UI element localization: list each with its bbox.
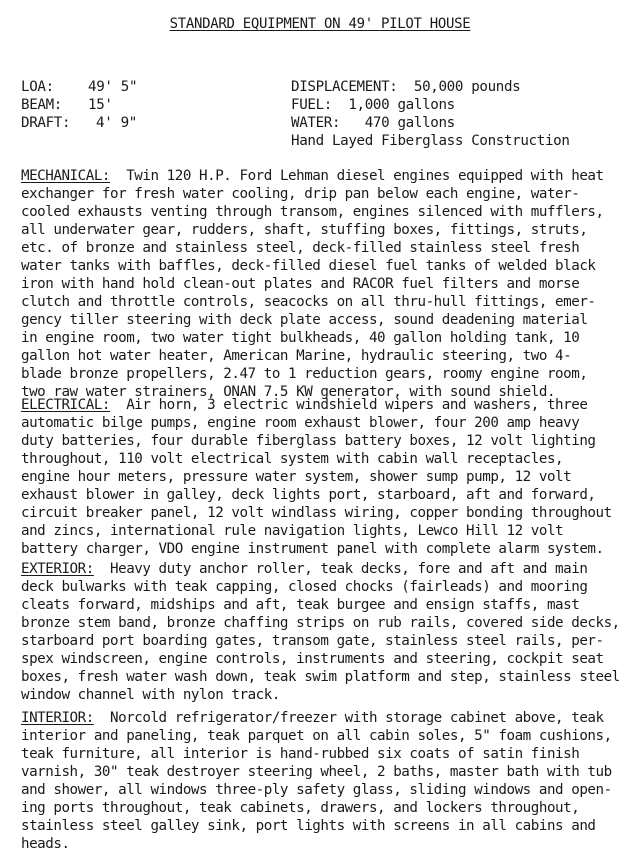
spec-value-beam: 15' — [88, 97, 113, 113]
section-line: cleats forward, midships and aft, teak burgee and ensign staffs, mast — [21, 597, 580, 613]
section-heading: ELECTRICAL: — [21, 397, 111, 413]
section-line: circuit breaker panel, 12 volt windlass wiring, copper bonding throughout — [21, 505, 612, 521]
section-line: throughout, 110 volt electrical system with cabin wall receptacles, — [21, 451, 564, 467]
section-line: iron with hand hold clean-out plates and RACOR fuel filters and morse — [21, 276, 580, 292]
section-line: and shower, all windows three-ply safety glass, sliding windows and open- — [21, 782, 612, 798]
section-line: window channel with nylon track. — [21, 687, 280, 703]
section-line: starboard port boarding gates, transom gate, stainless steel rails, per- — [21, 633, 604, 649]
section-heading: MECHANICAL: — [21, 168, 111, 184]
section-first-line — [21, 560, 587, 578]
spec-construction: Hand Layed Fiberglass Construction — [291, 133, 570, 149]
section-line: interior and paneling, teak parquet on all cabin soles, 5" foam cushions, — [21, 728, 612, 744]
section-line: automatic bilge pumps, engine room exhaust blower, four 200 amp heavy — [21, 415, 580, 431]
section-line: water tanks with baffles, deck-filled diesel fuel tanks of welded black — [21, 258, 596, 274]
section-line: teak furniture, all interior is hand-rubbed six coats of satin finish — [21, 746, 580, 762]
spec-label-loa: LOA: — [21, 79, 54, 95]
section-line: etc. of bronze and stainless steel, deck-filled stainless steel fresh — [21, 240, 580, 256]
section-line: all underwater gear, rudders, shaft, stuffing boxes, fittings, struts, — [21, 222, 588, 238]
section-line: battery charger, VDO engine instrument panel with complete alarm system. — [21, 541, 604, 557]
section-line: two raw water strainers, ONAN 7.5 KW generator, with sound shield. — [21, 384, 556, 400]
section-first-line — [21, 396, 587, 414]
section-line: and zincs, international rule navigation lights, Lewco Hill 12 volt — [21, 523, 564, 539]
section-heading: INTERIOR: — [21, 710, 94, 726]
section-first-text: Heavy duty anchor roller, teak decks, fore and aft and main — [93, 561, 588, 577]
spec-label-beam: BEAM: — [21, 97, 62, 113]
section-line: clutch and throttle controls, seacocks on all thru-hull fittings, emer- — [21, 294, 596, 310]
spec-fuel: FUEL: 1,000 gallons — [291, 97, 455, 113]
section-line: heads. — [21, 836, 70, 852]
section-line: duty batteries, four durable fiberglass battery boxes, 12 volt lighting — [21, 433, 596, 449]
spec-value-loa: 49' 5" — [88, 79, 138, 95]
section-line: stainless steel galley sink, port lights with screens in all cabins and — [21, 818, 596, 834]
section-line: in engine room, two water tight bulkheads, 40 gallon holding tank, 10 — [21, 330, 580, 346]
section-heading: EXTERIOR: — [21, 561, 94, 577]
section-line: bronze stem band, bronze chaffing strips on rub rails, covered side decks, — [21, 615, 620, 631]
spec-value-draft: 4' 9" — [96, 115, 137, 131]
spec-label-draft: DRAFT: — [21, 115, 71, 131]
title-text: STANDARD EQUIPMENT ON 49' PILOT HOUSE — [169, 16, 471, 32]
section-first-line — [21, 709, 604, 727]
section-first-text: Air horn, 3 electric windshield wipers and washers, three — [110, 397, 588, 413]
section-first-text: Norcold refrigerator/freezer with storage cabinet above, teak — [93, 710, 604, 726]
section-line: spex windscreen, engine controls, instruments and steering, cockpit seat — [21, 651, 604, 667]
section-line: blade bronze propellers, 2.47 to 1 reduction gears, roomy engine room, — [21, 366, 588, 382]
section-line: exchanger for fresh water cooling, drip pan below each engine, water- — [21, 186, 580, 202]
section-first-text: Twin 120 H.P. Ford Lehman diesel engines equipped with heat — [110, 168, 604, 184]
section-line: cooled exhausts venting through transom, engines silenced with mufflers, — [21, 204, 604, 220]
section-first-line — [21, 167, 604, 185]
document-title — [0, 15, 640, 33]
section-line: boxes, fresh water wash down, teak swim platform and step, stainless steel — [21, 669, 620, 685]
section-line: ing ports throughout, teak cabinets, drawers, and lockers throughout, — [21, 800, 580, 816]
section-line: deck bulwarks with teak capping, closed chocks (fairleads) and mooring — [21, 579, 588, 595]
section-line: gency tiller steering with deck plate access, sound deadening material — [21, 312, 588, 328]
section-line: engine hour meters, pressure water system, shower sump pump, 12 volt — [21, 469, 572, 485]
section-line: varnish, 30" teak destroyer steering wheel, 2 baths, master bath with tub — [21, 764, 612, 780]
section-line: exhaust blower in galley, deck lights port, starboard, aft and forward, — [21, 487, 596, 503]
spec-displacement: DISPLACEMENT: 50,000 pounds — [291, 79, 521, 95]
spec-water: WATER: 470 gallons — [291, 115, 455, 131]
section-line: gallon hot water heater, American Marine, hydraulic steering, two 4- — [21, 348, 572, 364]
